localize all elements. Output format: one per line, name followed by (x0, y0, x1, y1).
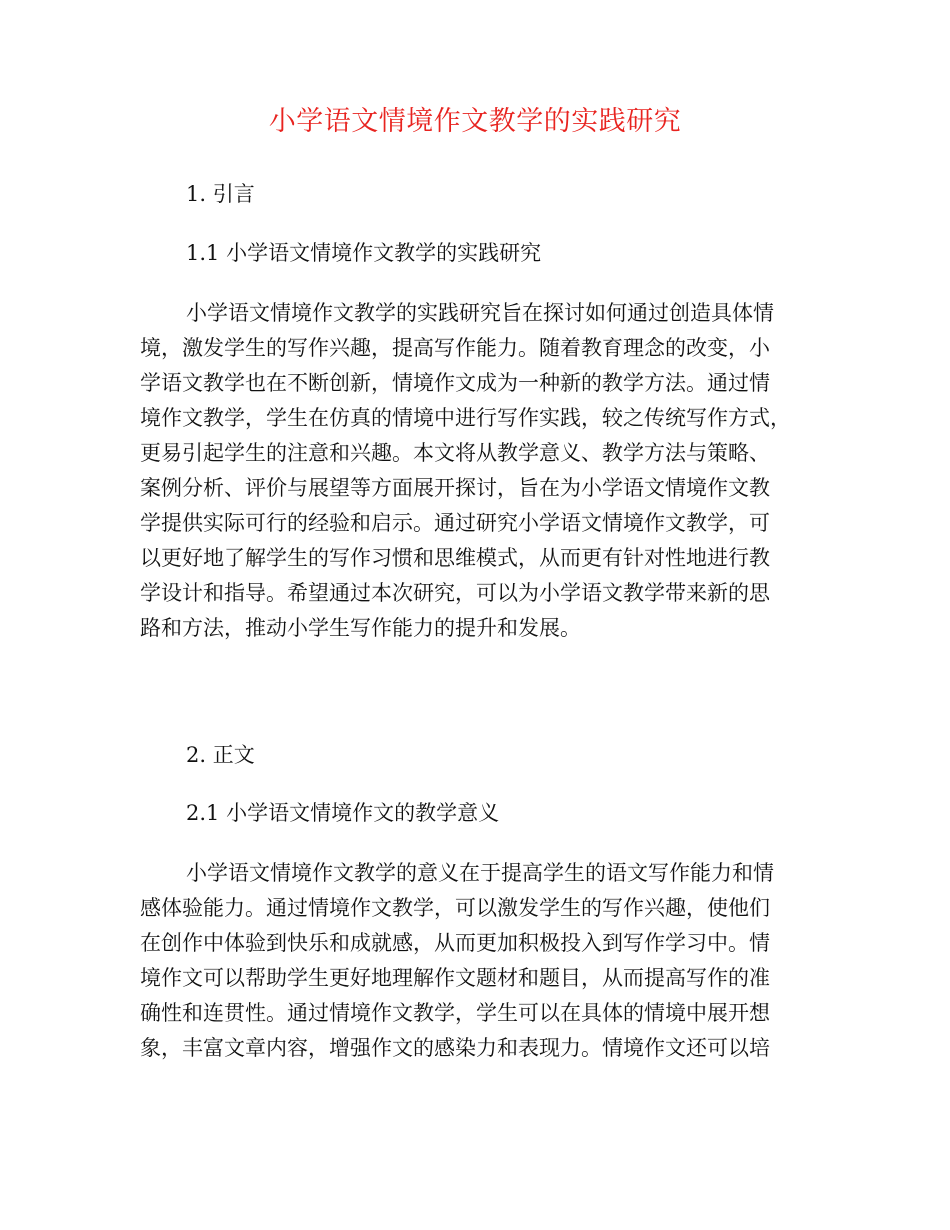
paragraph-line: 路和方法，推动小学生写作能力的提升和发展。 (140, 616, 581, 640)
paragraph-line: 感体验能力。通过情境作文教学，可以激发学生的写作兴趣，使他们 (140, 896, 770, 920)
paragraph-line: 小学语文情境作文教学的意义在于提高学生的语文写作能力和情 (186, 861, 774, 885)
paragraph-line: 境作文可以帮助学生更好地理解作文题材和题目，从而提高写作的准 (140, 966, 770, 990)
paragraph-line: 象，丰富文章内容，增强作文的感染力和表现力。情境作文还可以培 (140, 1036, 770, 1060)
paragraph-line: 学设计和指导。希望通过本次研究，可以为小学语文教学带来新的思 (140, 581, 770, 605)
paragraph-line: 在创作中体验到快乐和成就感，从而更加积极投入到写作学习中。情 (140, 931, 770, 955)
section-heading-body: 2. 正文 (186, 743, 255, 767)
paragraph-line: 学提供实际可行的经验和启示。通过研究小学语文情境作文教学，可 (140, 511, 770, 535)
paragraph-line: 更易引起学生的注意和兴趣。本文将从教学意义、教学方法与策略、 (140, 441, 770, 465)
subsection-heading-2-1: 2.1 小学语文情境作文的教学意义 (186, 801, 500, 825)
document-title: 小学语文情境作文教学的实践研究 (268, 106, 682, 137)
paragraph-line: 以更好地了解学生的写作习惯和思维模式，从而更有针对性地进行教 (140, 546, 770, 570)
paragraph-line: 案例分析、评价与展望等方面展开探讨，旨在为小学语文情境作文教 (140, 476, 770, 500)
paragraph-intro (140, 296, 840, 646)
section-heading-intro: 1. 引言 (186, 182, 255, 206)
paragraph-line: 境，激发学生的写作兴趣，提高写作能力。随着教育理念的改变，小 (140, 336, 770, 360)
paragraph-line: 境作文教学，学生在仿真的情境中进行写作实践，较之传统写作方式， (140, 406, 791, 430)
paragraph-teaching-significance (140, 856, 840, 1066)
paragraph-line: 小学语文情境作文教学的实践研究旨在探讨如何通过创造具体情 (186, 301, 774, 325)
subsection-heading-1-1: 1.1 小学语文情境作文教学的实践研究 (186, 241, 542, 265)
paragraph-line: 学语文教学也在不断创新，情境作文成为一种新的教学方法。通过情 (140, 371, 770, 395)
paragraph-line: 确性和连贯性。通过情境作文教学，学生可以在具体的情境中展开想 (140, 1001, 770, 1025)
